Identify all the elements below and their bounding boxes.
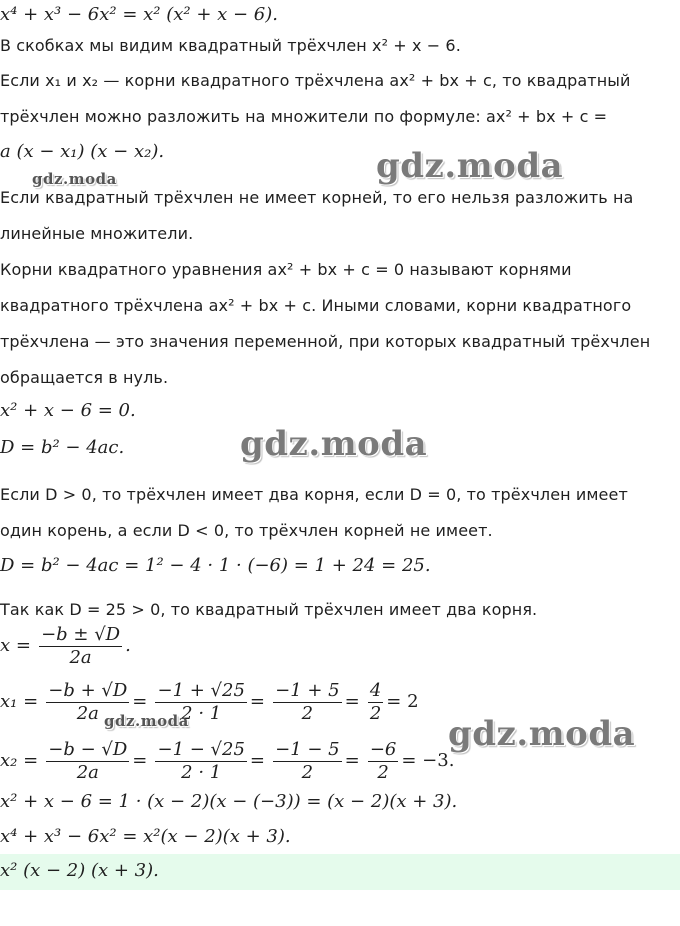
text-line: Если квадратный трёхчлен не имеет корней, то его нельзя разложить на — [0, 188, 634, 207]
fraction-denominator: 2 — [301, 703, 314, 724]
expression-line: D = b² − 4ac. — [0, 437, 125, 458]
text-line: Если x₁ и x₂ — корни квадратного трёхчлена ax² + bx + c, то квадратный — [0, 71, 631, 90]
fraction-numerator: 4 — [369, 680, 382, 701]
text-line: обращается в нуль. — [0, 368, 169, 387]
fraction-numerator: −b ± √D — [41, 624, 121, 645]
formula-result: = −3. — [401, 750, 455, 771]
expression-line: x⁴ + x³ − 6x² = x² (x² + x − 6). — [0, 4, 279, 25]
fraction-denominator: 2 — [377, 762, 389, 783]
fraction-numerator: −1 + 5 — [275, 680, 340, 701]
text-line: Если D > 0, то трёхчлен имеет два корня, если D = 0, то трёхчлен имеет — [0, 485, 628, 504]
watermark: gdz.moda — [32, 170, 117, 188]
answer-highlight — [0, 854, 680, 890]
fraction-numerator: −1 − 5 — [275, 739, 340, 760]
formula-lhs: x = — [0, 635, 31, 656]
watermark: gdz.moda — [376, 146, 564, 186]
text-line: В скобках мы видим квадратный трёхчлен x² + x − 6. — [0, 36, 461, 55]
fraction — [155, 739, 246, 784]
fraction-denominator: 2 · 1 — [181, 703, 222, 724]
watermark: gdz.moda — [104, 712, 189, 730]
answer-expression: x² (x − 2) (x + 3). — [0, 860, 159, 881]
text-line: Так как D = 25 > 0, то квадратный трёхчлен имеет два корня. — [0, 600, 538, 619]
fraction-numerator: −6 — [369, 739, 397, 760]
formula-lhs: x₂ = — [0, 750, 39, 771]
fraction — [273, 680, 342, 725]
text-line: трёхчлен можно разложить на множители по формуле: ax² + bx + c = — [0, 107, 608, 126]
watermark: gdz.moda — [448, 714, 636, 754]
watermark: gdz.moda — [240, 424, 428, 464]
text-line: Корни квадратного уравнения ax² + bx + c = 0 называют корнями — [0, 260, 572, 279]
fraction-numerator: −1 − √25 — [157, 739, 245, 760]
fraction — [273, 739, 342, 784]
x1-formula: x₁ = $\frac{-b + √D}{2a}$ = $\frac{-1 + √25}{2 \cdot 1}$ = $\frac{-1 + 5}{2}$ = $\frac{4}{2}$ = 2 — [0, 680, 419, 724]
fraction-denominator: 2 — [301, 762, 314, 783]
fraction-denominator: 2 · 1 — [181, 762, 222, 783]
formula-tail: . — [125, 635, 131, 656]
expression-line: x⁴ + x³ − 6x² = x²(x − 2)(x + 3). — [0, 826, 291, 847]
fraction — [368, 739, 399, 784]
fraction-denominator: 2a — [69, 647, 92, 668]
text-line: один корень, а если D < 0, то трёхчлен корней не имеет. — [0, 521, 493, 540]
fraction — [46, 739, 129, 784]
fraction-numerator: −1 + √25 — [157, 680, 245, 701]
formula-lhs: x₁ = — [0, 691, 39, 712]
fraction — [39, 624, 122, 669]
text-line: квадратного трёхчлена ax² + bx + c. Иными словами, корни квадратного — [0, 296, 632, 315]
fraction-denominator: 2 — [369, 703, 382, 724]
formula-result: = 2 — [386, 691, 419, 712]
expression-line: x² + x − 6 = 0. — [0, 400, 136, 421]
text-line: трёхчлена — это значения переменной, при которых квадратный трёхчлен — [0, 332, 651, 351]
fraction-numerator: −b + √D — [48, 680, 128, 701]
root-formula — [0, 624, 131, 669]
fraction-denominator: 2a — [76, 762, 99, 783]
fraction-numerator: −b − √D — [48, 739, 128, 760]
text-line: линейные множители. — [0, 224, 194, 243]
expression-line: x² + x − 6 = 1 · (x − 2)(x − (−3)) = (x − 2)(x + 3). — [0, 791, 458, 812]
expression-line: D = b² − 4ac = 1² − 4 · 1 · (−6) = 1 + 24 = 25. — [0, 555, 431, 576]
fraction — [368, 680, 383, 725]
x2-formula: x₂ = $\frac{-b - √D}{2a}$ = $\frac{-1 - √25}{2 \cdot 1}$ = $\frac{-1 - 5}{2}$ = $\frac{-6}{2}$ = −3. — [0, 739, 455, 783]
expression-line: a (x − x₁) (x − x₂). — [0, 141, 165, 162]
fraction-denominator: 2a — [76, 703, 99, 724]
